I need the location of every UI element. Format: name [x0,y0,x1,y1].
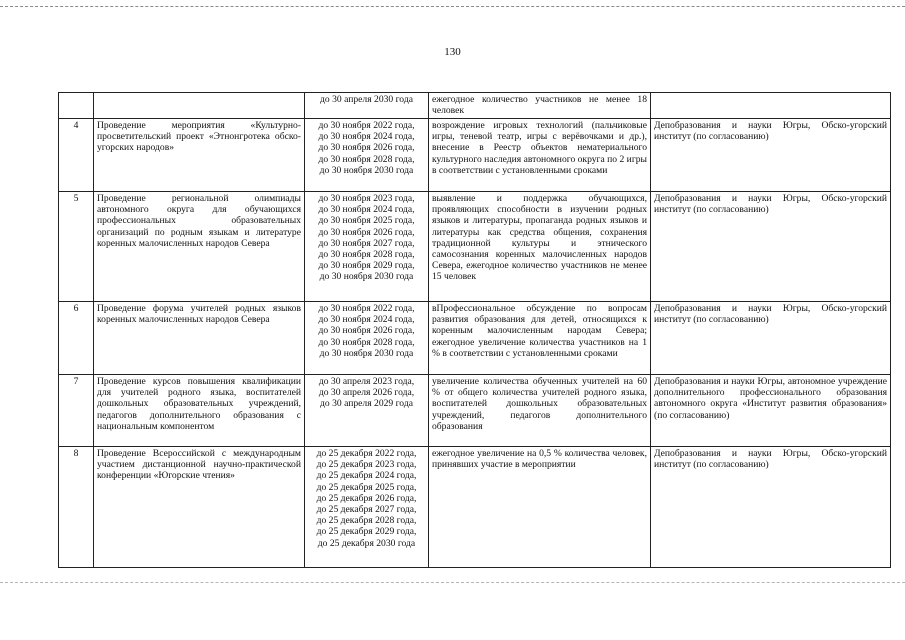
event-name: Проведение мероприятия «Культурно-просветительский проект «Этнонгротека обско-угорских народов» [94,119,305,192]
deadline-cell [305,192,429,302]
deadline-date: до 25 декабря 2026 года, [316,492,417,504]
deadline-date: до 30 ноября 2028 года, [318,336,415,348]
deadline-date: до 30 ноября 2024 года, [318,131,415,143]
deadline-date: до 25 декабря 2028 года, [316,515,417,527]
row-number [59,93,94,119]
deadline-date: до 30 ноября 2026 года, [318,325,415,337]
deadline-date: до 30 ноября 2024 года, [318,314,415,326]
deadline-date: до 30 ноября 2027 года, [318,237,415,249]
row-number: 4 [59,119,94,192]
deadline-date: до 30 апреля 2030 года [320,94,413,105]
table-row [59,375,891,447]
page-number: 130 [444,46,461,58]
deadline-date: до 30 ноября 2022 года, [318,303,415,314]
scan-edge-top [0,6,905,7]
responsible-executor [651,93,891,119]
table-row [59,93,891,119]
deadline-date: до 30 апреля 2029 года [320,398,413,410]
deadline-date: до 30 апреля 2026 года, [318,387,415,399]
deadline-date: до 30 ноября 2023 года, [318,193,415,204]
deadline-date: до 30 ноября 2022 года, [318,120,415,131]
deadline-date: до 25 декабря 2024 года, [316,470,417,482]
expected-result: увеличение количества обученных учителей на 60 % от общего количества учителей родного языка, воспитателей дошкольных образовательных учреждений, педагогов дополнительного образования [429,375,651,447]
responsible-executor: Депобразования и науки Югры, Обско-угорский институт (по согласованию) [651,302,891,375]
deadline-cell [305,375,429,447]
deadline-cell [305,447,429,568]
event-name: Проведение курсов повышения квалификации для учителей родного языка, воспитателей дошкольных образовательных учреждений, педагогов дополнительного образования с национальным компонентом [94,375,305,447]
expected-result: вПрофессиональное обсуждение по вопросам развития образования для детей, относящихся к коренным малочисленным народам Севера; ежегодное увеличение количества участников на 1 % в соответствии с установленными сроками [429,302,651,375]
measures-table [58,92,891,568]
row-number: 8 [59,447,94,568]
table-row [59,447,891,568]
event-name [94,93,305,119]
deadline-date: до 30 ноября 2025 года, [318,215,415,227]
table-row [59,302,891,375]
deadline-date: до 30 ноября 2026 года, [318,142,415,154]
deadline-date: до 25 декабря 2030 года [317,537,416,549]
expected-result: выявление и поддержка обучающихся, проявляющих способности в изучении родных языков и литературы, пропаганда родных языков и литературы как средства общения, сохранения традиционной культуры и этнического самосознания коренных малочисленных народов Севера, ежегодное количество участников не менее 15 человек [429,192,651,302]
responsible-executor: Депобразования и науки Югры, автономное учреждение дополнительного профессионального образования автономного округа «Институт развития образования» (по согласованию) [651,375,891,447]
deadline-cell [305,119,429,192]
deadline-cell [305,93,429,119]
table-row [59,192,891,302]
row-number: 6 [59,302,94,375]
responsible-executor: Депобразования и науки Югры, Обско-угорский институт (по согласованию) [651,119,891,192]
deadline-date: до 30 ноября 2030 года [319,347,414,359]
event-name: Проведение Всероссийской с международным участием дистанционной научно-практической конференции «Югорские чтения» [94,447,305,568]
responsible-executor: Депобразования и науки Югры, Обско-угорский институт (по согласованию) [651,447,891,568]
deadline-date: до 30 ноября 2030 года [319,164,414,176]
deadline-cell [305,302,429,375]
row-number: 7 [59,375,94,447]
deadline-date: до 30 ноября 2026 года, [318,226,415,238]
deadline-date: до 25 декабря 2023 года, [316,459,417,471]
deadline-date: до 25 декабря 2027 года, [316,504,417,516]
deadline-date: до 30 ноября 2029 года, [318,260,415,272]
expected-result: возрождение игровых технологий (пальчиковые игры, теневой театр, игры с верёвочками и др.), внесение в Реестр объектов нематериального культурного наследия автономного округа по 2 игры в соответствии с установленными сроками [429,119,651,192]
event-name: Проведение форума учителей родных языков коренных малочисленных народов Севера [94,302,305,375]
deadline-date: до 30 ноября 2030 года [319,271,414,283]
deadline-date: до 30 апреля 2023 года, [318,376,415,387]
event-name: Проведение региональной олимпиады автономного округа для обучающихся профессиональных образовательных организаций по родным языкам и литературе коренных малочисленных народов Севера [94,192,305,302]
responsible-executor: Депобразования и науки Югры, Обско-угорский институт (по согласованию) [651,192,891,302]
deadline-date: до 30 ноября 2024 года, [318,204,415,216]
deadline-date: до 25 декабря 2025 года, [316,481,417,493]
expected-result: ежегодное количество участников не менее 18 человек [429,93,651,119]
expected-result: ежегодное увеличение на 0,5 % количества человек, принявших участие в мероприятии [429,447,651,568]
row-number: 5 [59,192,94,302]
deadline-date: до 30 ноября 2028 года, [318,153,415,165]
deadline-date: до 30 ноября 2028 года, [318,249,415,261]
scan-edge-bottom [0,582,905,583]
deadline-date: до 25 декабря 2029 года, [316,526,417,538]
deadline-date: до 25 декабря 2022 года, [316,448,417,459]
table-row [59,119,891,192]
